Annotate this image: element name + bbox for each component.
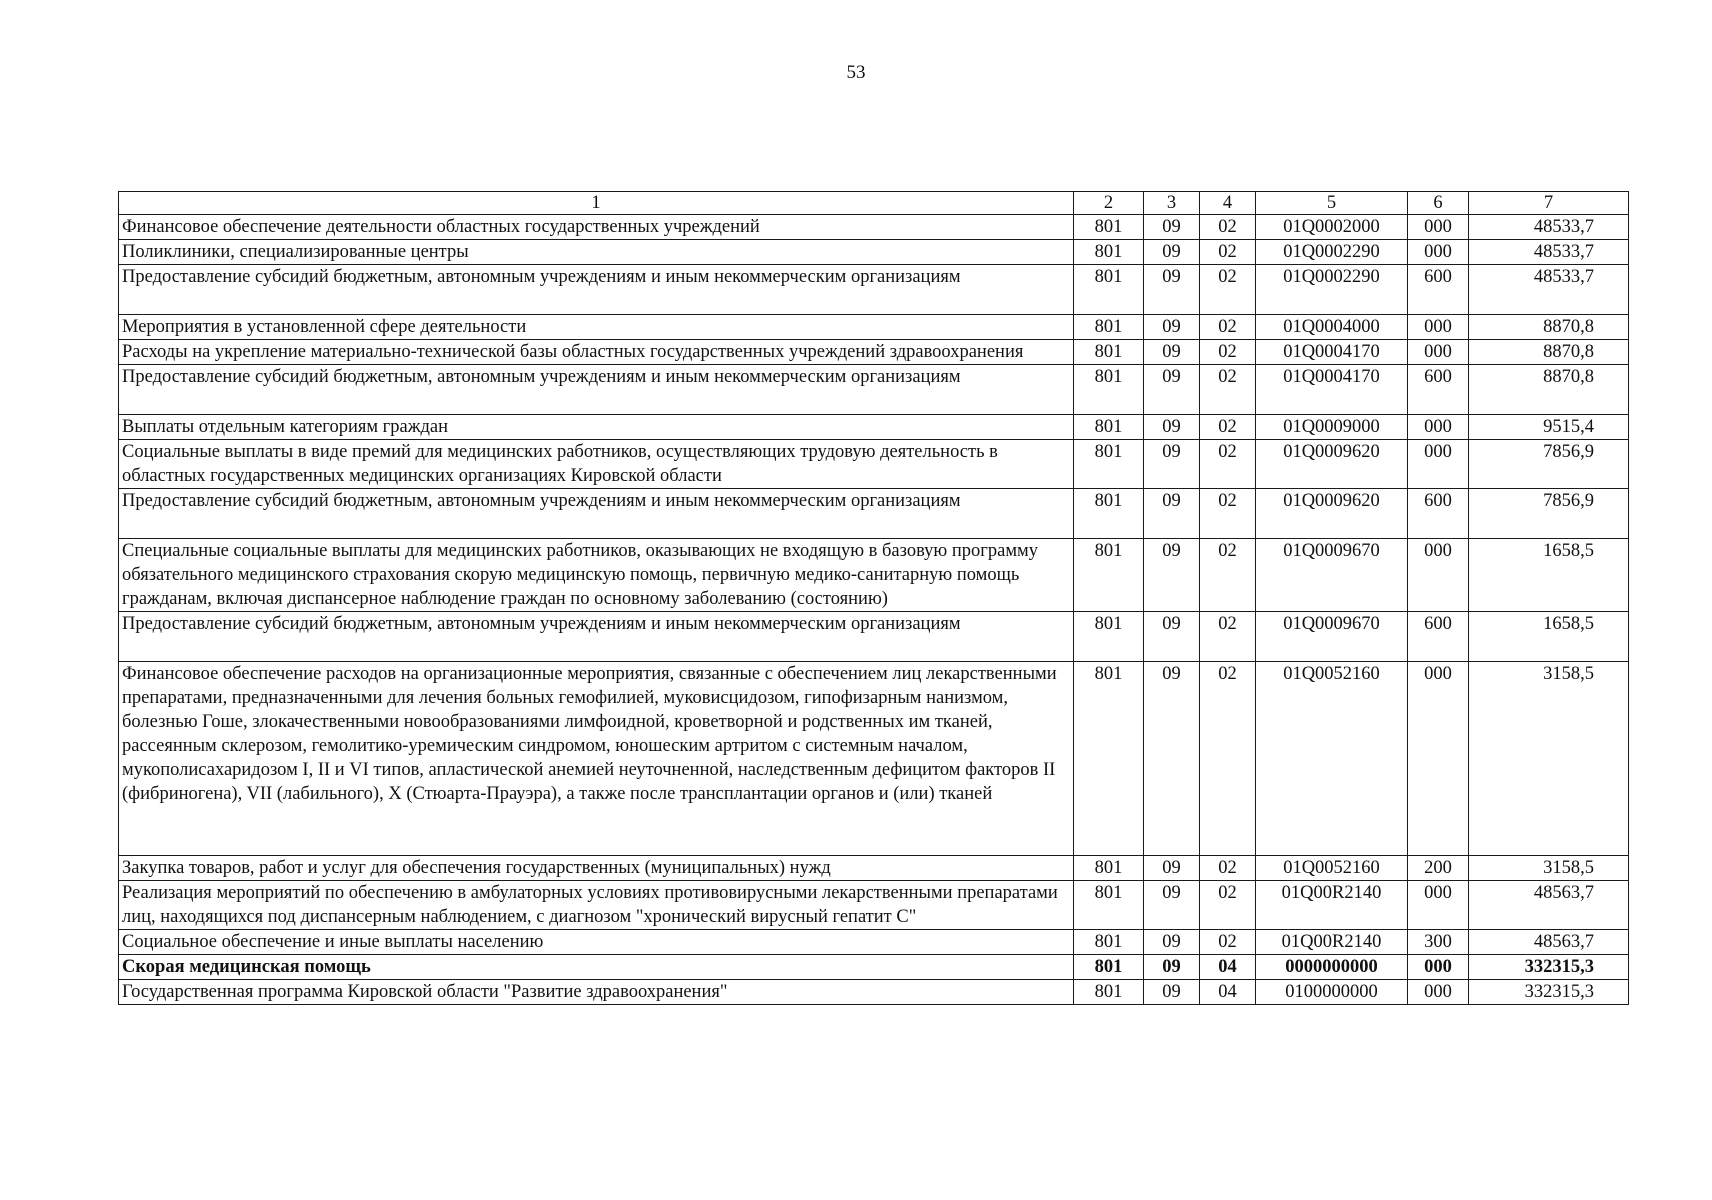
cell-code-6: 000 xyxy=(1408,662,1469,856)
table-row xyxy=(119,955,1629,980)
cell-code-3: 09 xyxy=(1144,415,1200,440)
cell-name: Расходы на укрепление материально-технической базы областных государственных учреждений здравоохранения xyxy=(119,340,1074,365)
cell-code-3: 09 xyxy=(1144,440,1200,489)
cell-code-5: 01Q0002290 xyxy=(1256,240,1408,265)
cell-code-6: 000 xyxy=(1408,315,1469,340)
cell-name: Финансовое обеспечение деятельности областных государственных учреждений xyxy=(119,215,1074,240)
cell-name: Мероприятия в установленной сфере деятельности xyxy=(119,315,1074,340)
cell-code-3: 09 xyxy=(1144,539,1200,612)
cell-code-6: 000 xyxy=(1408,881,1469,930)
cell-code-4: 02 xyxy=(1200,539,1256,612)
cell-code-2: 801 xyxy=(1074,881,1144,930)
cell-code-2: 801 xyxy=(1074,662,1144,856)
cell-code-4: 02 xyxy=(1200,881,1256,930)
table-row xyxy=(119,340,1629,365)
cell-code-2: 801 xyxy=(1074,340,1144,365)
cell-code-6: 000 xyxy=(1408,955,1469,980)
table-row xyxy=(119,881,1629,930)
cell-code-2: 801 xyxy=(1074,415,1144,440)
cell-code-3: 09 xyxy=(1144,856,1200,881)
cell-amount: 8870,8 xyxy=(1469,340,1629,365)
cell-code-6: 300 xyxy=(1408,930,1469,955)
cell-code-5: 01Q0009670 xyxy=(1256,612,1408,662)
cell-code-6: 200 xyxy=(1408,856,1469,881)
cell-code-2: 801 xyxy=(1074,539,1144,612)
cell-amount: 8870,8 xyxy=(1469,365,1629,415)
cell-code-4: 04 xyxy=(1200,980,1256,1005)
cell-code-2: 801 xyxy=(1074,440,1144,489)
cell-name: Предоставление субсидий бюджетным, автономным учреждениям и иным некоммерческим организациям xyxy=(119,365,1074,415)
cell-code-2: 801 xyxy=(1074,930,1144,955)
header-cell: 7 xyxy=(1469,192,1629,215)
cell-amount: 332315,3 xyxy=(1469,955,1629,980)
cell-code-2: 801 xyxy=(1074,215,1144,240)
cell-code-5: 0100000000 xyxy=(1256,980,1408,1005)
table-row xyxy=(119,662,1629,856)
header-cell: 4 xyxy=(1200,192,1256,215)
cell-code-5: 0000000000 xyxy=(1256,955,1408,980)
cell-name: Финансовое обеспечение расходов на организационные мероприятия, связанные с обеспечением лиц лекарственными препаратами, предназначенными для лечения больных гемофилией, муковисцидозом, гипофизарным нанизмом, болезнью Гоше, злокачественными новообразованиями лимфоидной, кроветворной и родственных им тканей, рассеянным склерозом, гемолитико-уремическим синдромом, юношеским артритом с системным началом, мукополисахаридозом I, II и VI типов, апластической анемией неуточненной, наследственным дефицитом факторов II (фибриногена), VII (лабильного), X (Стюарта-Прауэра), а также после трансплантации органов и (или) тканей xyxy=(119,662,1074,856)
cell-code-6: 000 xyxy=(1408,539,1469,612)
cell-amount: 332315,3 xyxy=(1469,980,1629,1005)
cell-code-3: 09 xyxy=(1144,340,1200,365)
header-cell: 5 xyxy=(1256,192,1408,215)
header-cell: 6 xyxy=(1408,192,1469,215)
header-row xyxy=(119,192,1629,215)
cell-name: Специальные социальные выплаты для медицинских работников, оказывающих не входящую в базовую программу обязательного медицинского страхования скорую медицинскую помощь, первичную медико-санитарную помощь гражданам, включая диспансерное наблюдение граждан по основному заболеванию (состоянию) xyxy=(119,539,1074,612)
cell-code-5: 01Q00R2140 xyxy=(1256,930,1408,955)
cell-code-5: 01Q0004170 xyxy=(1256,340,1408,365)
cell-code-6: 600 xyxy=(1408,612,1469,662)
cell-code-2: 801 xyxy=(1074,489,1144,539)
cell-code-6: 000 xyxy=(1408,215,1469,240)
cell-code-2: 801 xyxy=(1074,955,1144,980)
table-row xyxy=(119,856,1629,881)
cell-name: Социальное обеспечение и иные выплаты населению xyxy=(119,930,1074,955)
cell-code-3: 09 xyxy=(1144,489,1200,539)
table-row xyxy=(119,240,1629,265)
table-row xyxy=(119,930,1629,955)
cell-amount: 48533,7 xyxy=(1469,240,1629,265)
cell-code-6: 000 xyxy=(1408,440,1469,489)
table-row xyxy=(119,265,1629,315)
cell-code-3: 09 xyxy=(1144,930,1200,955)
cell-code-3: 09 xyxy=(1144,881,1200,930)
cell-code-3: 09 xyxy=(1144,215,1200,240)
cell-amount: 8870,8 xyxy=(1469,315,1629,340)
cell-code-4: 02 xyxy=(1200,365,1256,415)
cell-name: Предоставление субсидий бюджетным, автономным учреждениям и иным некоммерческим организациям xyxy=(119,612,1074,662)
cell-code-4: 02 xyxy=(1200,240,1256,265)
budget-table xyxy=(118,191,1629,1005)
table-row xyxy=(119,980,1629,1005)
header-cell: 1 xyxy=(119,192,1074,215)
cell-amount: 48533,7 xyxy=(1469,265,1629,315)
cell-amount: 1658,5 xyxy=(1469,539,1629,612)
cell-code-3: 09 xyxy=(1144,980,1200,1005)
cell-code-4: 02 xyxy=(1200,415,1256,440)
cell-code-3: 09 xyxy=(1144,662,1200,856)
cell-code-3: 09 xyxy=(1144,955,1200,980)
cell-code-5: 01Q0004000 xyxy=(1256,315,1408,340)
cell-code-6: 000 xyxy=(1408,415,1469,440)
header-cell: 2 xyxy=(1074,192,1144,215)
table-row xyxy=(119,315,1629,340)
cell-amount: 48563,7 xyxy=(1469,930,1629,955)
cell-code-5: 01Q0052160 xyxy=(1256,662,1408,856)
cell-code-4: 02 xyxy=(1200,315,1256,340)
cell-code-6: 000 xyxy=(1408,980,1469,1005)
cell-code-4: 02 xyxy=(1200,340,1256,365)
table-row xyxy=(119,440,1629,489)
cell-code-6: 600 xyxy=(1408,265,1469,315)
cell-code-5: 01Q00R2140 xyxy=(1256,881,1408,930)
header-cell: 3 xyxy=(1144,192,1200,215)
cell-code-4: 02 xyxy=(1200,856,1256,881)
cell-code-2: 801 xyxy=(1074,856,1144,881)
cell-code-5: 01Q0009000 xyxy=(1256,415,1408,440)
cell-name: Реализация мероприятий по обеспечению в амбулаторных условиях противовирусными лекарственными препаратами лиц, находящихся под диспансерным наблюдением, с диагнозом "хронический вирусный гепатит С" xyxy=(119,881,1074,930)
cell-code-4: 02 xyxy=(1200,215,1256,240)
cell-code-4: 02 xyxy=(1200,440,1256,489)
cell-name: Выплаты отдельным категориям граждан xyxy=(119,415,1074,440)
page-number: 53 xyxy=(846,62,866,83)
cell-amount: 7856,9 xyxy=(1469,440,1629,489)
cell-name: Закупка товаров, работ и услуг для обеспечения государственных (муниципальных) нужд xyxy=(119,856,1074,881)
cell-code-5: 01Q0009620 xyxy=(1256,489,1408,539)
cell-code-5: 01Q0002290 xyxy=(1256,265,1408,315)
cell-code-2: 801 xyxy=(1074,612,1144,662)
cell-code-2: 801 xyxy=(1074,365,1144,415)
table-row xyxy=(119,489,1629,539)
cell-code-2: 801 xyxy=(1074,265,1144,315)
cell-code-3: 09 xyxy=(1144,315,1200,340)
cell-amount: 7856,9 xyxy=(1469,489,1629,539)
cell-code-3: 09 xyxy=(1144,612,1200,662)
cell-name: Государственная программа Кировской области "Развитие здравоохранения" xyxy=(119,980,1074,1005)
table-row xyxy=(119,612,1629,662)
cell-code-5: 01Q0002000 xyxy=(1256,215,1408,240)
table-row xyxy=(119,215,1629,240)
cell-code-4: 02 xyxy=(1200,612,1256,662)
cell-amount: 3158,5 xyxy=(1469,856,1629,881)
cell-name: Социальные выплаты в виде премий для медицинских работников, осуществляющих трудовую деятельность в областных государственных медицинских организациях Кировской области xyxy=(119,440,1074,489)
table-body xyxy=(119,215,1629,1005)
table-row xyxy=(119,365,1629,415)
cell-code-2: 801 xyxy=(1074,240,1144,265)
cell-code-6: 000 xyxy=(1408,340,1469,365)
cell-code-5: 01Q0004170 xyxy=(1256,365,1408,415)
cell-code-2: 801 xyxy=(1074,980,1144,1005)
cell-code-4: 02 xyxy=(1200,489,1256,539)
cell-amount: 48563,7 xyxy=(1469,881,1629,930)
cell-name: Предоставление субсидий бюджетным, автономным учреждениям и иным некоммерческим организациям xyxy=(119,489,1074,539)
cell-amount: 9515,4 xyxy=(1469,415,1629,440)
cell-name: Скорая медицинская помощь xyxy=(119,955,1074,980)
cell-code-3: 09 xyxy=(1144,365,1200,415)
cell-code-6: 600 xyxy=(1408,365,1469,415)
cell-code-6: 600 xyxy=(1408,489,1469,539)
cell-code-4: 02 xyxy=(1200,662,1256,856)
cell-code-5: 01Q0009620 xyxy=(1256,440,1408,489)
cell-code-5: 01Q0009670 xyxy=(1256,539,1408,612)
cell-amount: 1658,5 xyxy=(1469,612,1629,662)
cell-code-3: 09 xyxy=(1144,265,1200,315)
cell-code-3: 09 xyxy=(1144,240,1200,265)
cell-name: Предоставление субсидий бюджетным, автономным учреждениям и иным некоммерческим организациям xyxy=(119,265,1074,315)
cell-code-6: 000 xyxy=(1408,240,1469,265)
table-row xyxy=(119,539,1629,612)
cell-code-2: 801 xyxy=(1074,315,1144,340)
cell-code-4: 02 xyxy=(1200,265,1256,315)
cell-code-4: 02 xyxy=(1200,930,1256,955)
cell-code-5: 01Q0052160 xyxy=(1256,856,1408,881)
table-row xyxy=(119,415,1629,440)
cell-code-4: 04 xyxy=(1200,955,1256,980)
cell-amount: 48533,7 xyxy=(1469,215,1629,240)
cell-name: Поликлиники, специализированные центры xyxy=(119,240,1074,265)
cell-amount: 3158,5 xyxy=(1469,662,1629,856)
